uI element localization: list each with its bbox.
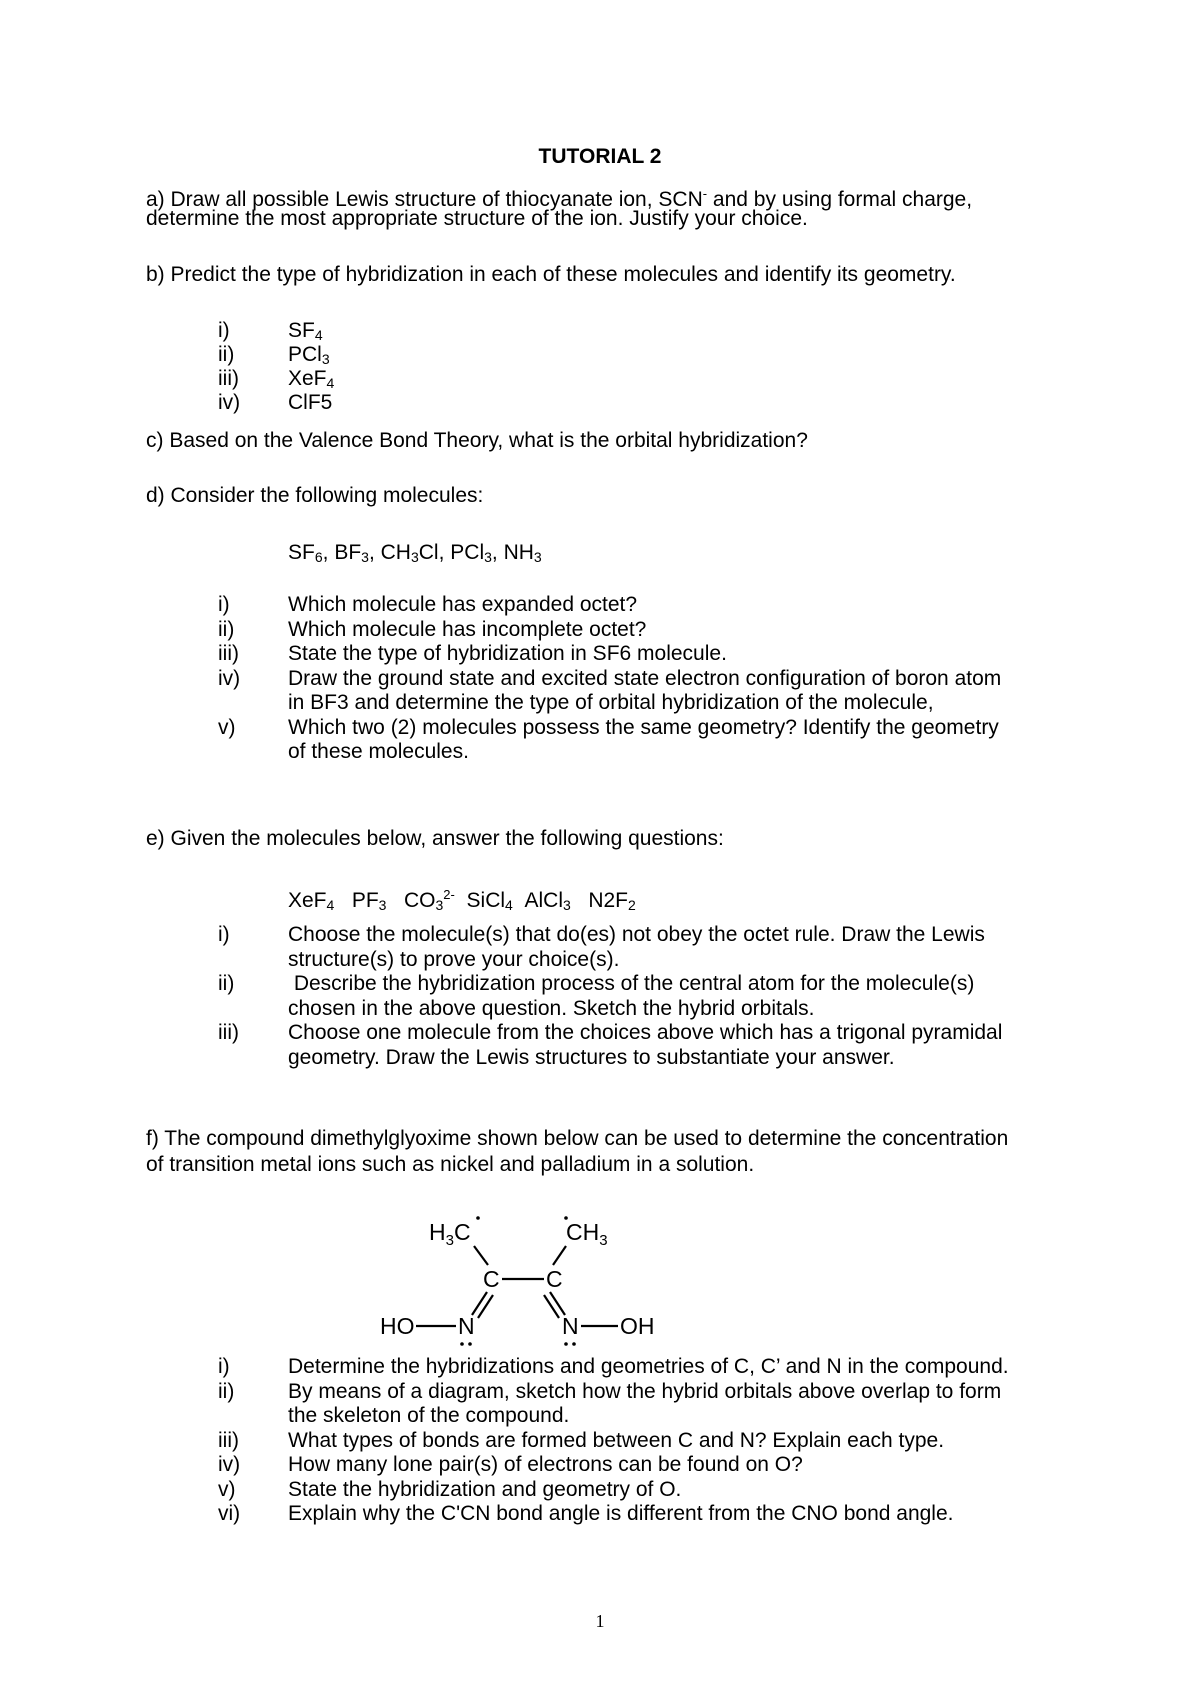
- question-b-list: [0, 318, 1200, 414]
- list-item: i) Choose the molecule(s) that do(es) not obey the octet rule. Draw the Lewis: [218, 923, 985, 946]
- hydroxyl-right-label: OH: [620, 1313, 655, 1339]
- question-d-text: d) Consider the following molecules:: [146, 484, 484, 507]
- list-item: v) Which two (2) molecules possess the same geometry? Identify the geometry: [218, 715, 999, 739]
- list-item: iii) What types of bonds are formed between C and N? Explain each type.: [218, 1428, 945, 1452]
- question-e-molecules: XeF$_4$ $PF_3$ $CO_3^{2-}$ SiCl$_4$ AlCl$_3$ $N2F_2$: [288, 887, 636, 913]
- question-f-line-1: f) The compound dimethylglyoxime shown below can be used to determine the concentration: [146, 1127, 1009, 1150]
- question-f-list: i) Determine the hybridizations and geometries of C, C’ and N in the compound. ii) By means of a diagram, sketch how the hybrid orbitals above overlap to form the skeleton of the compound. iii) What types of bonds are formed between C and N? Explain each type. iv) How many lone pair(s) of electrons can be found on O? v) State the hybridization and geometry of O. vi) Explain why the C'CN bond angle is different from the CNO bond angle.: [0, 1355, 1200, 1527]
- list-item: ii) Which molecule has incomplete octet?: [218, 617, 647, 641]
- list-item: i) Which molecule has expanded octet?: [218, 593, 638, 616]
- list-item: iii) XeF$_4$: [218, 367, 335, 391]
- list-item: vi) Explain why the C'CN bond angle is different from the CNO bond angle.: [218, 1502, 954, 1525]
- question-a-line-2: determine the most appropriate structure of the ion. Justify your choice.: [146, 207, 808, 230]
- list-item: iii) State the type of hybridization in SF6 molecule.: [218, 642, 727, 665]
- left-methyl-label: $H_3C$: [429, 1219, 471, 1249]
- page-number: 1: [595, 1611, 605, 1631]
- question-f-line-2: of transition metal ions such as nickel and palladium in a solution.: [146, 1153, 755, 1176]
- list-item: iv) Draw the ground state and excited state electron configuration of boron atom: [218, 666, 1002, 690]
- list-item: v) State the hybridization and geometry of O.: [218, 1477, 682, 1501]
- question-d-molecules: $SF_6$, $BF_3$, $CH_3Cl$, PCl$_3$, $NH_3$: [288, 541, 542, 565]
- list-item: i) $SF_4$: [218, 319, 323, 343]
- hydroxyl-left-label: HO: [380, 1313, 415, 1339]
- page-title: TUTORIAL 2: [538, 145, 662, 168]
- question-e-list: i) Choose the molecule(s) that do(es) not obey the octet rule. Draw the Lewis structure(s) to prove your choice(s). ii) Describe the hybridization process of the central atom for the molecule(s) chosen in the above question. Sketch the hybrid orbitals. iii) Choose one molecule from the choices above which has a trigonal pyramidal geometry. Draw the Lewis structures to substantiate your answer.: [0, 923, 1200, 1070]
- lone-pair-dot: [564, 1342, 568, 1346]
- carbon-left-label: C: [483, 1266, 500, 1292]
- list-item: iv) How many lone pair(s) of electrons can be found on O?: [218, 1453, 803, 1476]
- question-c-text: c) Based on the Valence Bond Theory, what is the orbital hybridization?: [146, 429, 808, 452]
- nitrogen-right-label: N: [562, 1313, 579, 1339]
- list-item: ii) Describe the hybridization process of the central atom for the molecule(s): [218, 972, 975, 995]
- lone-pair-dot: [572, 1342, 576, 1346]
- question-a-line-1: a) Draw all possible Lewis structure of thiocyanate ion, SCN- and by using formal charge,: [146, 186, 973, 211]
- list-item: ii) By means of a diagram, sketch how the hybrid orbitals above overlap to form: [218, 1379, 1002, 1403]
- right-methyl-label: $CH_3$: [566, 1219, 608, 1249]
- question-b-text: b) Predict the type of hybridization in each of these molecules and identify its geometry.: [146, 263, 956, 286]
- list-item: iv) ClF5: [218, 391, 333, 414]
- prime-mark: [476, 1216, 480, 1220]
- list-item: i) Determine the hybridizations and geometries of C, C’ and N in the compound.: [218, 1355, 1009, 1378]
- lone-pair-dot: [460, 1342, 464, 1346]
- dimethylglyoxime-structure: [380, 1205, 700, 1355]
- list-item: ii) PCl$_3$: [218, 343, 330, 367]
- lone-pair-dot: [468, 1342, 472, 1346]
- list-item: iii) Choose one molecule from the choices above which has a trigonal pyramidal: [218, 1021, 1003, 1044]
- question-d-list: i) Which molecule has expanded octet? ii) Which molecule has incomplete octet? iii) State the type of hybridization in SF6 molecule. iv) Draw the ground state and excited state electron configuration of boron atom in BF3 and determine the type of orbital hybridization of the molecule, v) Which two (2) molecules possess the same geometry? Identify the geometry of these molecules.: [0, 593, 1200, 765]
- question-e-text: e) Given the molecules below, answer the following questions:: [146, 827, 724, 850]
- carbon-right-label: C: [546, 1266, 563, 1292]
- nitrogen-left-label: N: [458, 1313, 475, 1339]
